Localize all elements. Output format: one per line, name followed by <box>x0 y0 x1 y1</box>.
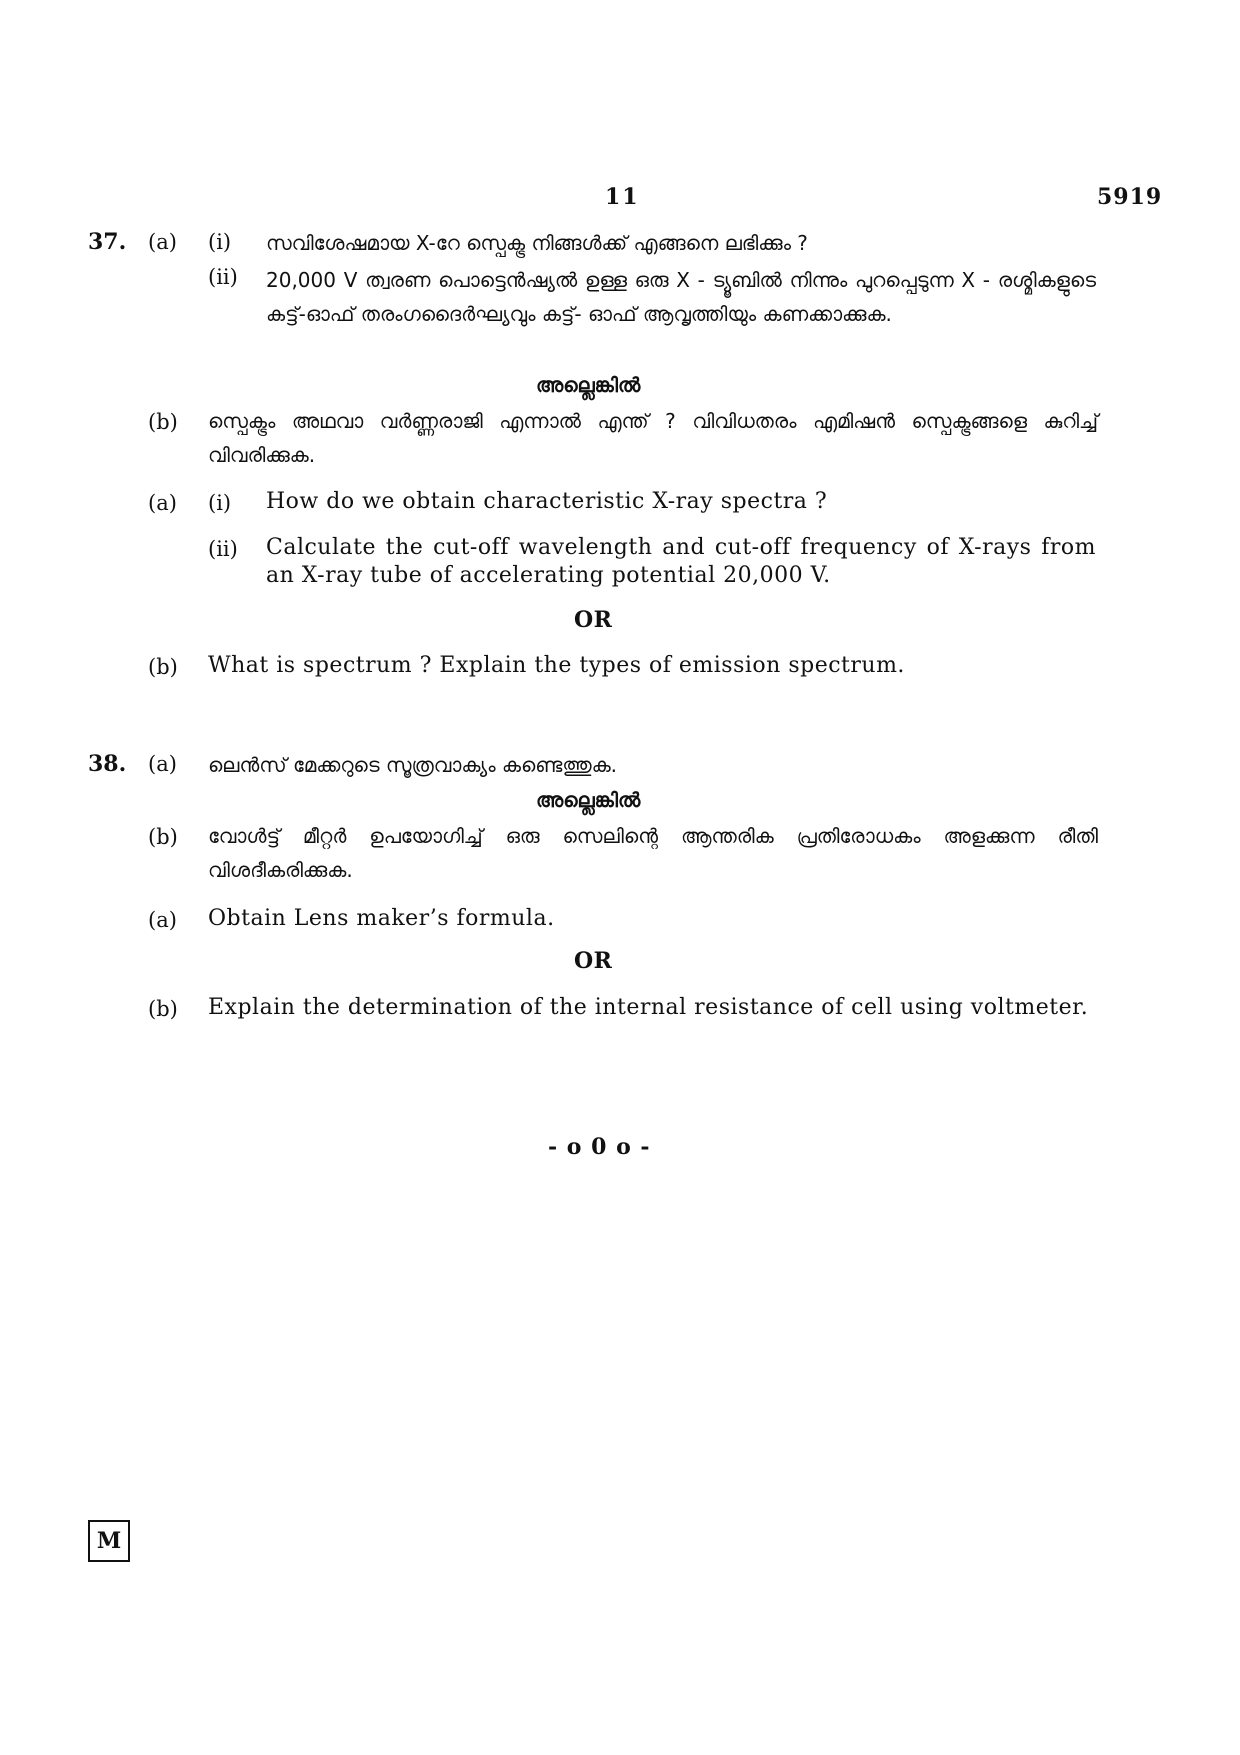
q37-en-or: OR <box>574 607 613 633</box>
version-mark-box <box>88 1520 130 1562</box>
q38-ml-or: അല്ലെങ്കിൽ <box>536 788 641 812</box>
q37-ml-or: അല്ലെങ്കിൽ <box>536 373 641 397</box>
q37-ml-b-text: സ്പെക്ട്രം അഥവാ വർണ്ണരാജി എന്നാൽ എന്ത് ? വിവിധതരം എമിഷൻ സ്പെക്ട്രങ്ങളെ കുറിച്ച് വിവരിക്കുക. <box>208 409 1098 467</box>
question-37-number: 37. <box>88 229 127 255</box>
end-of-paper-mark: - o 0 o - <box>548 1134 651 1160</box>
paper-code: 5919 <box>1097 184 1163 210</box>
question-38-number: 38. <box>88 751 127 777</box>
q37-en-a-ii-text: Calculate the cut-off wavelength and cut-off frequency of X-rays from an X-ray tube of accelerating potential 20,000 V. <box>266 535 1096 588</box>
q38-ml-b-label: (b) <box>148 825 178 849</box>
q37-ml-b-label: (b) <box>148 410 178 434</box>
version-mark: M <box>96 1528 122 1554</box>
q38-en-b-label: (b) <box>148 997 178 1021</box>
q38-ml-b-text: വോൾട്ട് മീറ്റർ ഉപയോഗിച്ച് ഒരു സെലിന്റെ ആന്തരിക പ്രതിരോധകം അളക്കുന്ന രീതി വിശദീകരിക്കുക. <box>208 824 1098 882</box>
q37-en-b-text: What is spectrum ? Explain the types of emission spectrum. <box>208 653 905 678</box>
q37-en-a-ii-label: (ii) <box>208 537 238 561</box>
q37-en-a-i-label: (i) <box>208 491 232 515</box>
q38-ml-a-text: ലെൻസ് മേക്കറുടെ സൂത്രവാക്യം കണ്ടെത്തുക. <box>208 753 618 777</box>
q37-ml-a-i-label: (i) <box>208 230 232 254</box>
q37-ml-a-label: (a) <box>148 230 177 254</box>
q38-en-or: OR <box>574 948 613 974</box>
q38-en-a-text: Obtain Lens maker’s formula. <box>208 906 555 931</box>
q38-en-a-label: (a) <box>148 908 177 932</box>
q37-ml-a-ii-label: (ii) <box>208 265 238 289</box>
q37-en-b-label: (b) <box>148 655 178 679</box>
q38-ml-a-label: (a) <box>148 752 177 776</box>
q37-en-a-label: (a) <box>148 491 177 515</box>
q37-en-a-i-text: How do we obtain characteristic X-ray spectra ? <box>266 489 828 514</box>
q37-ml-a-ii-text: 20,000 V ത്വരണ പൊട്ടെൻഷ്യൽ ഉള്ള ഒരു X - ട്യൂബിൽ നിന്നും പുറപ്പെടുന്ന X - രശ്മികളുടെ കട്ട്-ഓഫ് തരംഗദൈർഘ്യവും കട്ട്- ഓഫ് ആവൃത്തിയും കണക്കാക്കുക. <box>266 268 1096 326</box>
q37-ml-a-i-text: സവിശേഷമായ X-റേ സ്പെക്ട്ര നിങ്ങൾക്ക് എങ്ങനെ ലഭിക്കും ? <box>266 231 808 255</box>
q38-en-b-text: Explain the determination of the internal resistance of cell using voltmeter. <box>208 995 1089 1020</box>
page-number: 11 <box>605 184 640 210</box>
